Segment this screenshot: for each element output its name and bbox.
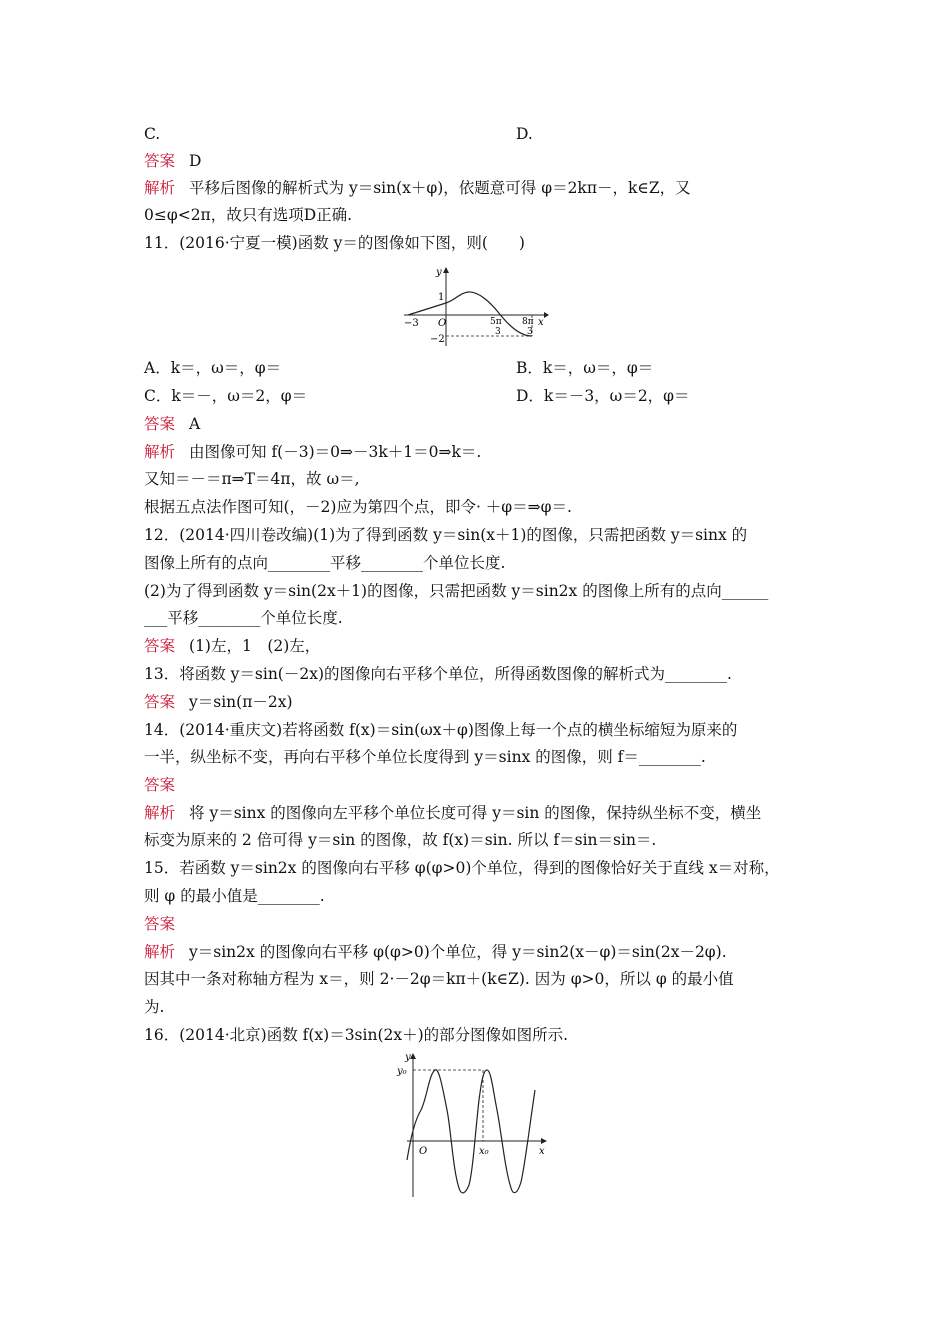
answer-label: 答案 [144, 152, 176, 170]
q11-option-a: A．k＝，ω＝，φ＝ [144, 359, 282, 377]
q16-stem: 16．(2014·北京)函数 f(x)＝3sin(2x＋)的部分图像如图所示. [144, 1026, 569, 1044]
q12-stem-3: (2)为了得到函数 y＝sin(2x＋1)的图像，只需把函数 y＝sin2x 的图像上所有的点向______ [144, 582, 769, 600]
y-axis-arrow [443, 267, 449, 273]
q14-answer-line [144, 774, 175, 796]
q11-analysis-cont-1: 又知＝－＝π⇒T＝4π，故 ω＝, [144, 470, 360, 488]
q15-stem-1: 15．若函数 y＝sin2x 的图像向右平移 φ(φ>0)个单位，得到的图像恰好关于直线 x＝对称， [144, 859, 780, 877]
analysis-text: y＝sin2x 的图像向右平移 φ(φ>0)个单位，得 y＝sin2(x－φ)＝sin(2x－2φ). [189, 943, 727, 961]
q10-answer-line [144, 150, 201, 172]
q15-answer-line [144, 913, 175, 935]
q12-stem-2: 图像上所有的点向________平移________个单位长度. [144, 554, 506, 572]
x-axis-arrow [544, 312, 549, 318]
analysis-label: 解析 [144, 804, 176, 822]
origin-label: O [419, 1146, 428, 1157]
answer-label: 答案 [144, 915, 176, 933]
answer-value: D [189, 152, 202, 170]
analysis-label: 解析 [144, 943, 176, 961]
q14-stem-2: 一半，纵坐标不变，再向右平移个单位长度得到 y＝sinx 的图像，则 f＝________. [144, 748, 706, 766]
analysis-text: 将 y＝sinx 的图像向左平移个单位长度可得 y＝sin 的图像，保持纵坐标不变，横坐 [189, 804, 762, 822]
answer-label: 答案 [144, 776, 176, 794]
q15-stem-2: 则 φ 的最小值是________. [144, 887, 325, 905]
analysis-text: 平移后图像的解析式为 y＝sin(x＋φ)，依题意可得 φ＝2kπ－，k∈Z，又 [189, 179, 691, 197]
q10-analysis-line [144, 177, 691, 199]
q15-analysis-line [144, 941, 727, 963]
q12-stem-4: ___平移________个单位长度. [144, 609, 343, 627]
x-label: x [539, 1146, 545, 1157]
q12-answer-line [144, 635, 320, 657]
q13-answer-line [144, 691, 293, 713]
q11-analysis-line [144, 441, 481, 463]
answer-label: 答案 [144, 637, 176, 655]
analysis-label: 解析 [144, 179, 176, 197]
y0-label: y₀ [397, 1066, 407, 1077]
q11-analysis-cont-2: 根据五点法作图可知(，－2)应为第四个点，即令· ＋φ＝⇒φ＝. [144, 498, 572, 516]
q12-stem-1: 12．(2014·四川卷改编)(1)为了得到函数 y＝sin(x＋1)的图像，只需把函数 y＝sinx 的 [144, 526, 748, 544]
analysis-text: 由图像可知 f(－3)＝0⇒－3k＋1＝0⇒k＝. [189, 443, 482, 461]
eight-pi-label: 8π [522, 317, 534, 327]
answer-value: (1)左，1 (2)左， [189, 637, 321, 655]
sine-curve [408, 292, 532, 336]
q15-analysis-cont-1: 因其中一条对称轴方程为 x＝，则 2·－2φ＝kπ＋(k∈Z). 因为 φ>0，所以 φ 的最小值 [144, 970, 734, 988]
q11-stem: 11．(2016·宁夏一模)函数 y＝的图像如下图，则( ) [144, 234, 525, 252]
answer-label: 答案 [144, 415, 176, 433]
option-d: D. [516, 125, 533, 143]
q15-analysis-cont-2: 为. [144, 998, 165, 1016]
x-label: x [538, 317, 544, 328]
y-label: y [405, 1052, 411, 1063]
q14-analysis-cont: 标变为原来的 2 倍可得 y＝sin 的图像，故 f(x)＝sin. 所以 f＝sin＝sin＝. [144, 831, 657, 849]
q11-option-d: D．k＝－3，ω＝2，φ＝ [516, 387, 690, 405]
neg2-label: −2 [430, 334, 445, 345]
q11-graph [400, 262, 550, 350]
x-axis-arrow [541, 1138, 547, 1144]
q11-answer-line [144, 413, 200, 435]
one-label: 1 [438, 292, 445, 303]
five-pi-label: 5π [490, 317, 502, 327]
origin-label: O [438, 318, 447, 329]
three-denominator-a: 3 [495, 327, 501, 337]
sine-curve [407, 1070, 535, 1193]
answer-label: 答案 [144, 693, 176, 711]
answer-value: A [189, 415, 201, 433]
analysis-label: 解析 [144, 443, 176, 461]
q16-graph [395, 1050, 555, 1200]
q11-option-b: B．k＝，ω＝，φ＝ [516, 359, 654, 377]
answer-value: y＝sin(π－2x) [189, 693, 293, 711]
y-label: y [436, 267, 442, 278]
q14-stem-1: 14．(2014·重庆文)若将函数 f(x)＝sin(ωx＋φ)图像上每一个点的横坐标缩短为原来的 [144, 721, 738, 739]
y-axis-arrow [410, 1053, 416, 1059]
x0-label: x₀ [479, 1146, 489, 1157]
q13-stem: 13．将函数 y＝sin(－2x)的图像向右平移个单位，所得函数图像的解析式为________. [144, 665, 732, 683]
neg3-label: −3 [404, 318, 419, 329]
q14-analysis-line [144, 802, 761, 824]
q10-analysis-cont: 0≤φ<2π，故只有选项D正确. [144, 206, 353, 224]
option-c: C. [144, 125, 161, 143]
three-denominator-b: 3 [527, 327, 533, 337]
q11-option-c: C．k＝－，ω＝2，φ＝ [144, 387, 308, 405]
